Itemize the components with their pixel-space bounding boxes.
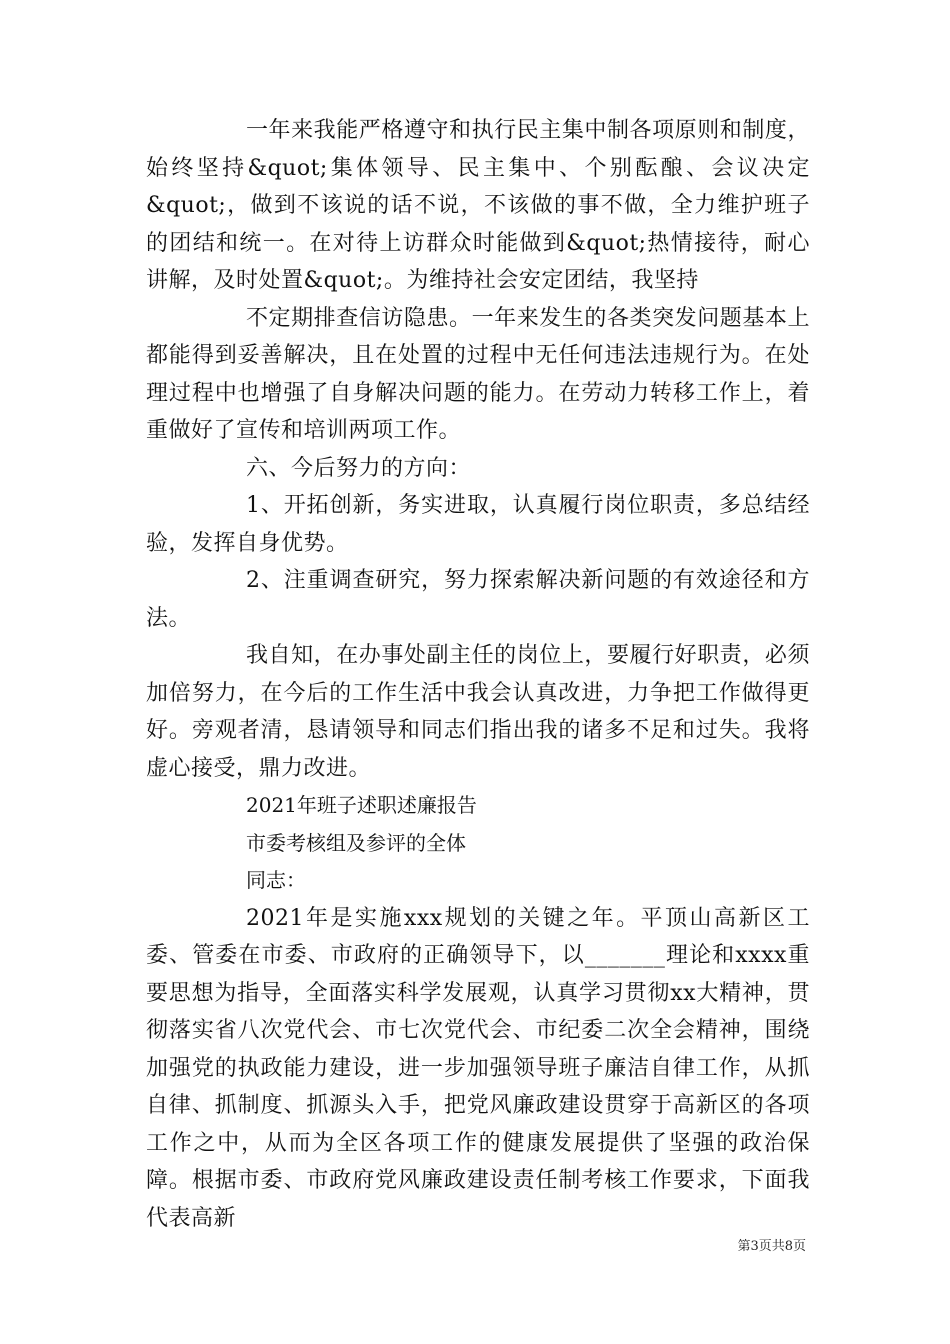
document-body: [146, 112, 810, 1237]
section-heading-direction: 六、今后努力的方向：: [246, 455, 472, 481]
page-number: 第3页共8页: [737, 1239, 806, 1254]
paragraph-report-intro: 2021年是实施xxx规划的关键之年。平顶山高新区工委、管委在市委、市政府的正确领导下，以_______理论和xxxx重要思想为指导，全面落实科学发展观，认真学习贯彻xx大精神，贯彻落实省八次党代会、市七次党代会、市纪委二次全会精神，围绕加强党的执政能力建设，进一步加强领导班子廉洁自律工作，从抓自律、抓制度、抓源头入手，把党风廉政建设贯穿于高新区的各项工作之中，从而为全区各项工作的健康发展提供了坚强的政治保障。根据市委、市政府党风廉政建设责任制考核工作要求，下面我代表高新: [146, 905, 810, 1231]
paragraph-discipline: 一年来我能严格遵守和执行民主集中制各项原则和制度，始终坚持&quot;集体领导、民主集中、个别酝酿、会议决定&quot;，做到不该说的话不说，不该做的事不做，全力维护班子的团结和统一。在对待上访群众时能做到&quot;热情接待，耐心讲解，及时处置&quot;。为维持社会安定团结，我坚持: [146, 118, 810, 293]
paragraph-self-assessment: 我自知，在办事处副主任的岗位上，要履行好职责，必须加倍努力，在今后的工作生活中我会认真改进，力争把工作做得更好。旁观者清，恳请领导和同志们指出我的诸多不足和过失。我将虚心接受，鼎力改进。: [146, 643, 810, 781]
list-item-innovation: 1、开拓创新，务实进取，认真履行岗位职责，多总结经验，发挥自身优势。: [146, 493, 810, 556]
list-item-research: 2、注重调查研究，努力探索解决新问题的有效途径和方法。: [146, 568, 810, 631]
report-title: 2021年班子述职述廉报告: [246, 793, 477, 817]
salutation-line-1: 市委考核组及参评的全体: [246, 830, 466, 855]
salutation-line-2: 同志：: [246, 868, 306, 892]
paragraph-petition: 不定期排查信访隐患。一年来发生的各类突发问题基本上都能得到妥善解决，且在处置的过程中无任何违法违规行为。在处理过程中也增强了自身解决问题的能力。在劳动力转移工作上，着重做好了宣传和培训两项工作。: [146, 305, 810, 443]
